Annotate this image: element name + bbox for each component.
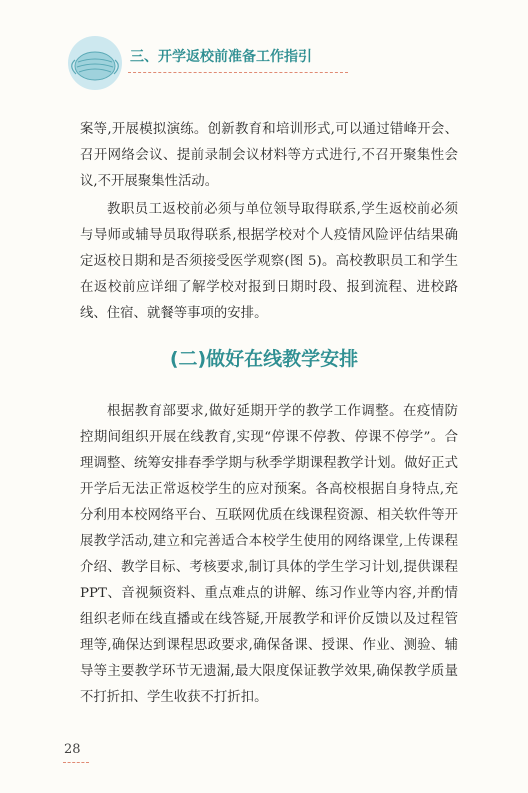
paragraph: 案等,开展模拟演练。创新教育和培训形式,可以通过错峰开会、召开网络会议、提前录制会议材料等方式进行,不召开聚集性会议,不开展聚集性活动。 — [80, 122, 458, 189]
running-header — [68, 36, 368, 86]
page-number: 28 — [64, 742, 81, 757]
header-title: 三、开学返校前准备工作指引 — [130, 49, 312, 65]
footer-dashed-rule — [63, 762, 89, 763]
face-mask-icon — [68, 36, 122, 90]
paragraph: 教职员工返校前必须与单位领导取得联系,学生返校前必须与导师或辅导员取得联系,根据学校对个人疫情风险评估结果确定返校日期和是否须接受医学观察(图 5)。高校教职员工和学生在返校前应详细了解学校对报到日期时段、报到流程、进校路线、住宿、就餐等事项的安排。 — [80, 202, 458, 321]
paragraph: 根据教育部要求,做好延期开学的教学工作调整。在疫情防控期间组织开展在线教育,实现“停课不停教、停课不停学”。合理调整、统筹安排春季学期与秋季学期课程教学计划。做好正式开学后无法正常返校学生的应对预案。各高校根据自身特点,充分利用本校网络平台、互联网优质在线课程资源、相关软件等开展教学活动,建立和完善适合本校学生使用的网络课堂,上传课程介绍、教学目标、考核要求,制订具体的学生学习计划,提供课程 PPT、音视频资料、重点难点的讲解、练习作业等内容,并酌情组织老师在线直播或在线答疑,开展教学和评价反馈以及过程管理等,确保达到课程思政要求,确保备课、授课、作业、测验、辅导等主要教学环节无遗漏,最大限度保证教学效果,确保教学质量不打折扣、学生收获不打折扣。 — [80, 404, 458, 705]
header-dashed-rule — [128, 72, 348, 73]
section2-body — [80, 399, 458, 711]
section1-body — [80, 117, 458, 327]
section-heading: (二)做好在线教学安排 — [169, 348, 359, 370]
